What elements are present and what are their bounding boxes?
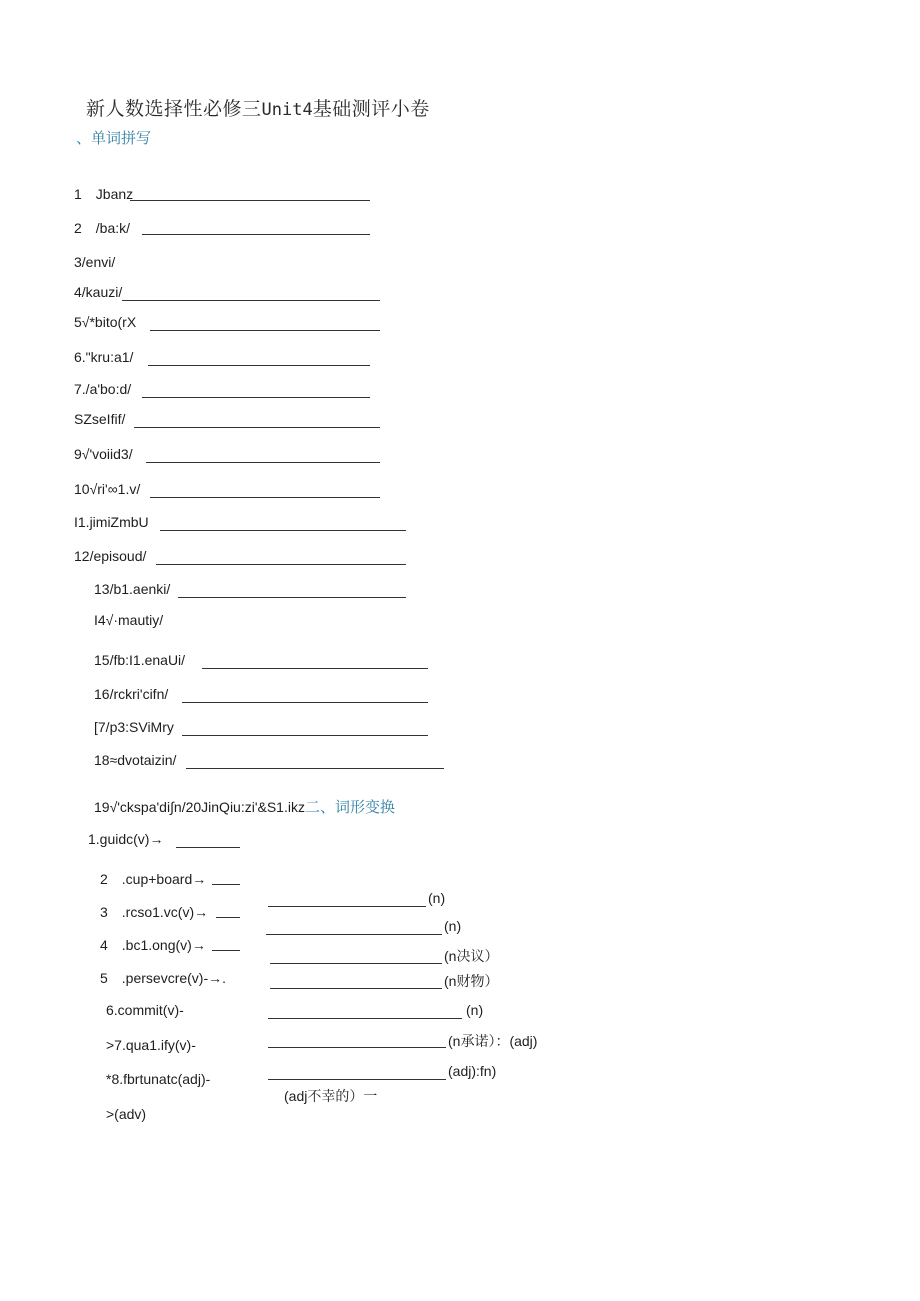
transform-item-5: 5 .persevcre(v)-→.	[100, 970, 227, 986]
spelling-item-4: 4/kauzi/	[74, 284, 123, 300]
transform-item-7: >7.qua1.ify(v)-	[106, 1037, 196, 1053]
transform-item-4: 4 .bc1.ong(v)→	[100, 937, 206, 953]
spelling-item-19-text: 19√'ckspa'di∫n/20JinQiu:zi'&S1.ikz	[94, 799, 305, 815]
section-heading-transform: 二、词形变换	[304, 799, 395, 816]
transform-line-2-short[interactable]	[212, 884, 240, 885]
transform-item-8-adv: >(adv)	[106, 1106, 147, 1122]
answer-line-12[interactable]	[156, 564, 406, 565]
spelling-item-3: 3/envi/	[74, 254, 116, 270]
spelling-item-15: 15/fb:I1.enaUi/	[94, 652, 186, 668]
transform-answer-line-6[interactable]	[268, 1018, 462, 1019]
spelling-item-5: 5√*bito(rX	[74, 314, 137, 330]
title-part3: 基础测评小卷	[312, 99, 430, 120]
title-part1: 新人数选择性必修三	[86, 99, 262, 120]
transform-answer-line-3[interactable]	[266, 934, 442, 935]
answer-line-5[interactable]	[150, 330, 380, 331]
spelling-item-1: 1 Jbanz	[74, 186, 134, 202]
spelling-item-16: 16/rckri'cifn/	[94, 686, 169, 702]
transform-item-1: 1.guidc(v)→	[88, 831, 164, 847]
title-part2: Unit4	[261, 100, 313, 120]
answer-line-7[interactable]	[142, 397, 370, 398]
answer-line-2[interactable]	[142, 234, 370, 235]
transform-answer-line-4[interactable]	[270, 963, 442, 964]
transform-answer-line-7[interactable]	[268, 1047, 446, 1048]
answer-line-16[interactable]	[182, 702, 428, 703]
answer-line-17[interactable]	[182, 735, 428, 736]
spelling-item-7: 7./a'bo:d/	[74, 381, 132, 397]
transform-answer-line-8[interactable]	[268, 1079, 446, 1080]
transform-line-1[interactable]	[176, 847, 240, 848]
spelling-item-10: 10√ri'∞1.v/	[74, 481, 141, 497]
transform-label-8: (adj):fn)	[448, 1063, 497, 1079]
answer-line-11[interactable]	[160, 530, 406, 531]
spelling-item-9: 9√'voiid3/	[74, 446, 133, 462]
answer-line-8[interactable]	[134, 427, 380, 428]
transform-line-3-short[interactable]	[216, 917, 240, 918]
spelling-item-14: I4√·mautiy/	[94, 612, 164, 628]
transform-item-6: 6.commit(v)-	[106, 1002, 184, 1018]
transform-item-3: 3 .rcso1.vc(v)→	[100, 904, 209, 920]
spelling-item-8: SZseIfif/	[74, 411, 126, 427]
transform-item-8: *8.fbrtunatc(adj)-	[106, 1071, 211, 1087]
transform-label-7: (n承诺）：(adj)	[448, 1033, 538, 1049]
answer-line-10[interactable]	[150, 497, 380, 498]
spelling-item-2: 2 /ba:k/	[74, 220, 131, 236]
spelling-item-18: 18≈dvotaizin/	[94, 752, 177, 768]
spelling-item-19-20	[94, 796, 395, 817]
spelling-item-6: 6."kru:a1/	[74, 349, 134, 365]
answer-line-13[interactable]	[178, 597, 406, 598]
transform-label-5: (n财物）	[444, 973, 499, 989]
answer-line-15[interactable]	[202, 668, 428, 669]
answer-line-18[interactable]	[186, 768, 444, 769]
transform-item-2: 2 .cup+board→	[100, 871, 207, 887]
page-title	[86, 94, 430, 121]
spelling-item-17: [7/p3:SViMry	[94, 719, 174, 735]
spelling-item-11: I1.jimiZmbU	[74, 514, 149, 530]
transform-answer-line-2[interactable]	[268, 906, 426, 907]
transform-label-8b: (adj不幸的）一	[284, 1088, 378, 1104]
spelling-item-13: 13/b1.aenki/	[94, 581, 171, 597]
answer-line-4[interactable]	[122, 300, 380, 301]
transform-line-4-short[interactable]	[212, 950, 240, 951]
spelling-item-12: 12/episoud/	[74, 548, 147, 564]
transform-label-3: (n)	[444, 918, 462, 934]
transform-label-4: (n决议）	[444, 948, 499, 964]
transform-answer-line-5[interactable]	[270, 988, 442, 989]
section-heading-spelling: 、单词拼写	[76, 130, 152, 147]
transform-label-2: (n)	[428, 890, 446, 906]
answer-line-1[interactable]	[130, 200, 370, 201]
answer-line-9[interactable]	[146, 462, 380, 463]
transform-label-6: (n)	[466, 1002, 484, 1018]
answer-line-6[interactable]	[148, 365, 370, 366]
